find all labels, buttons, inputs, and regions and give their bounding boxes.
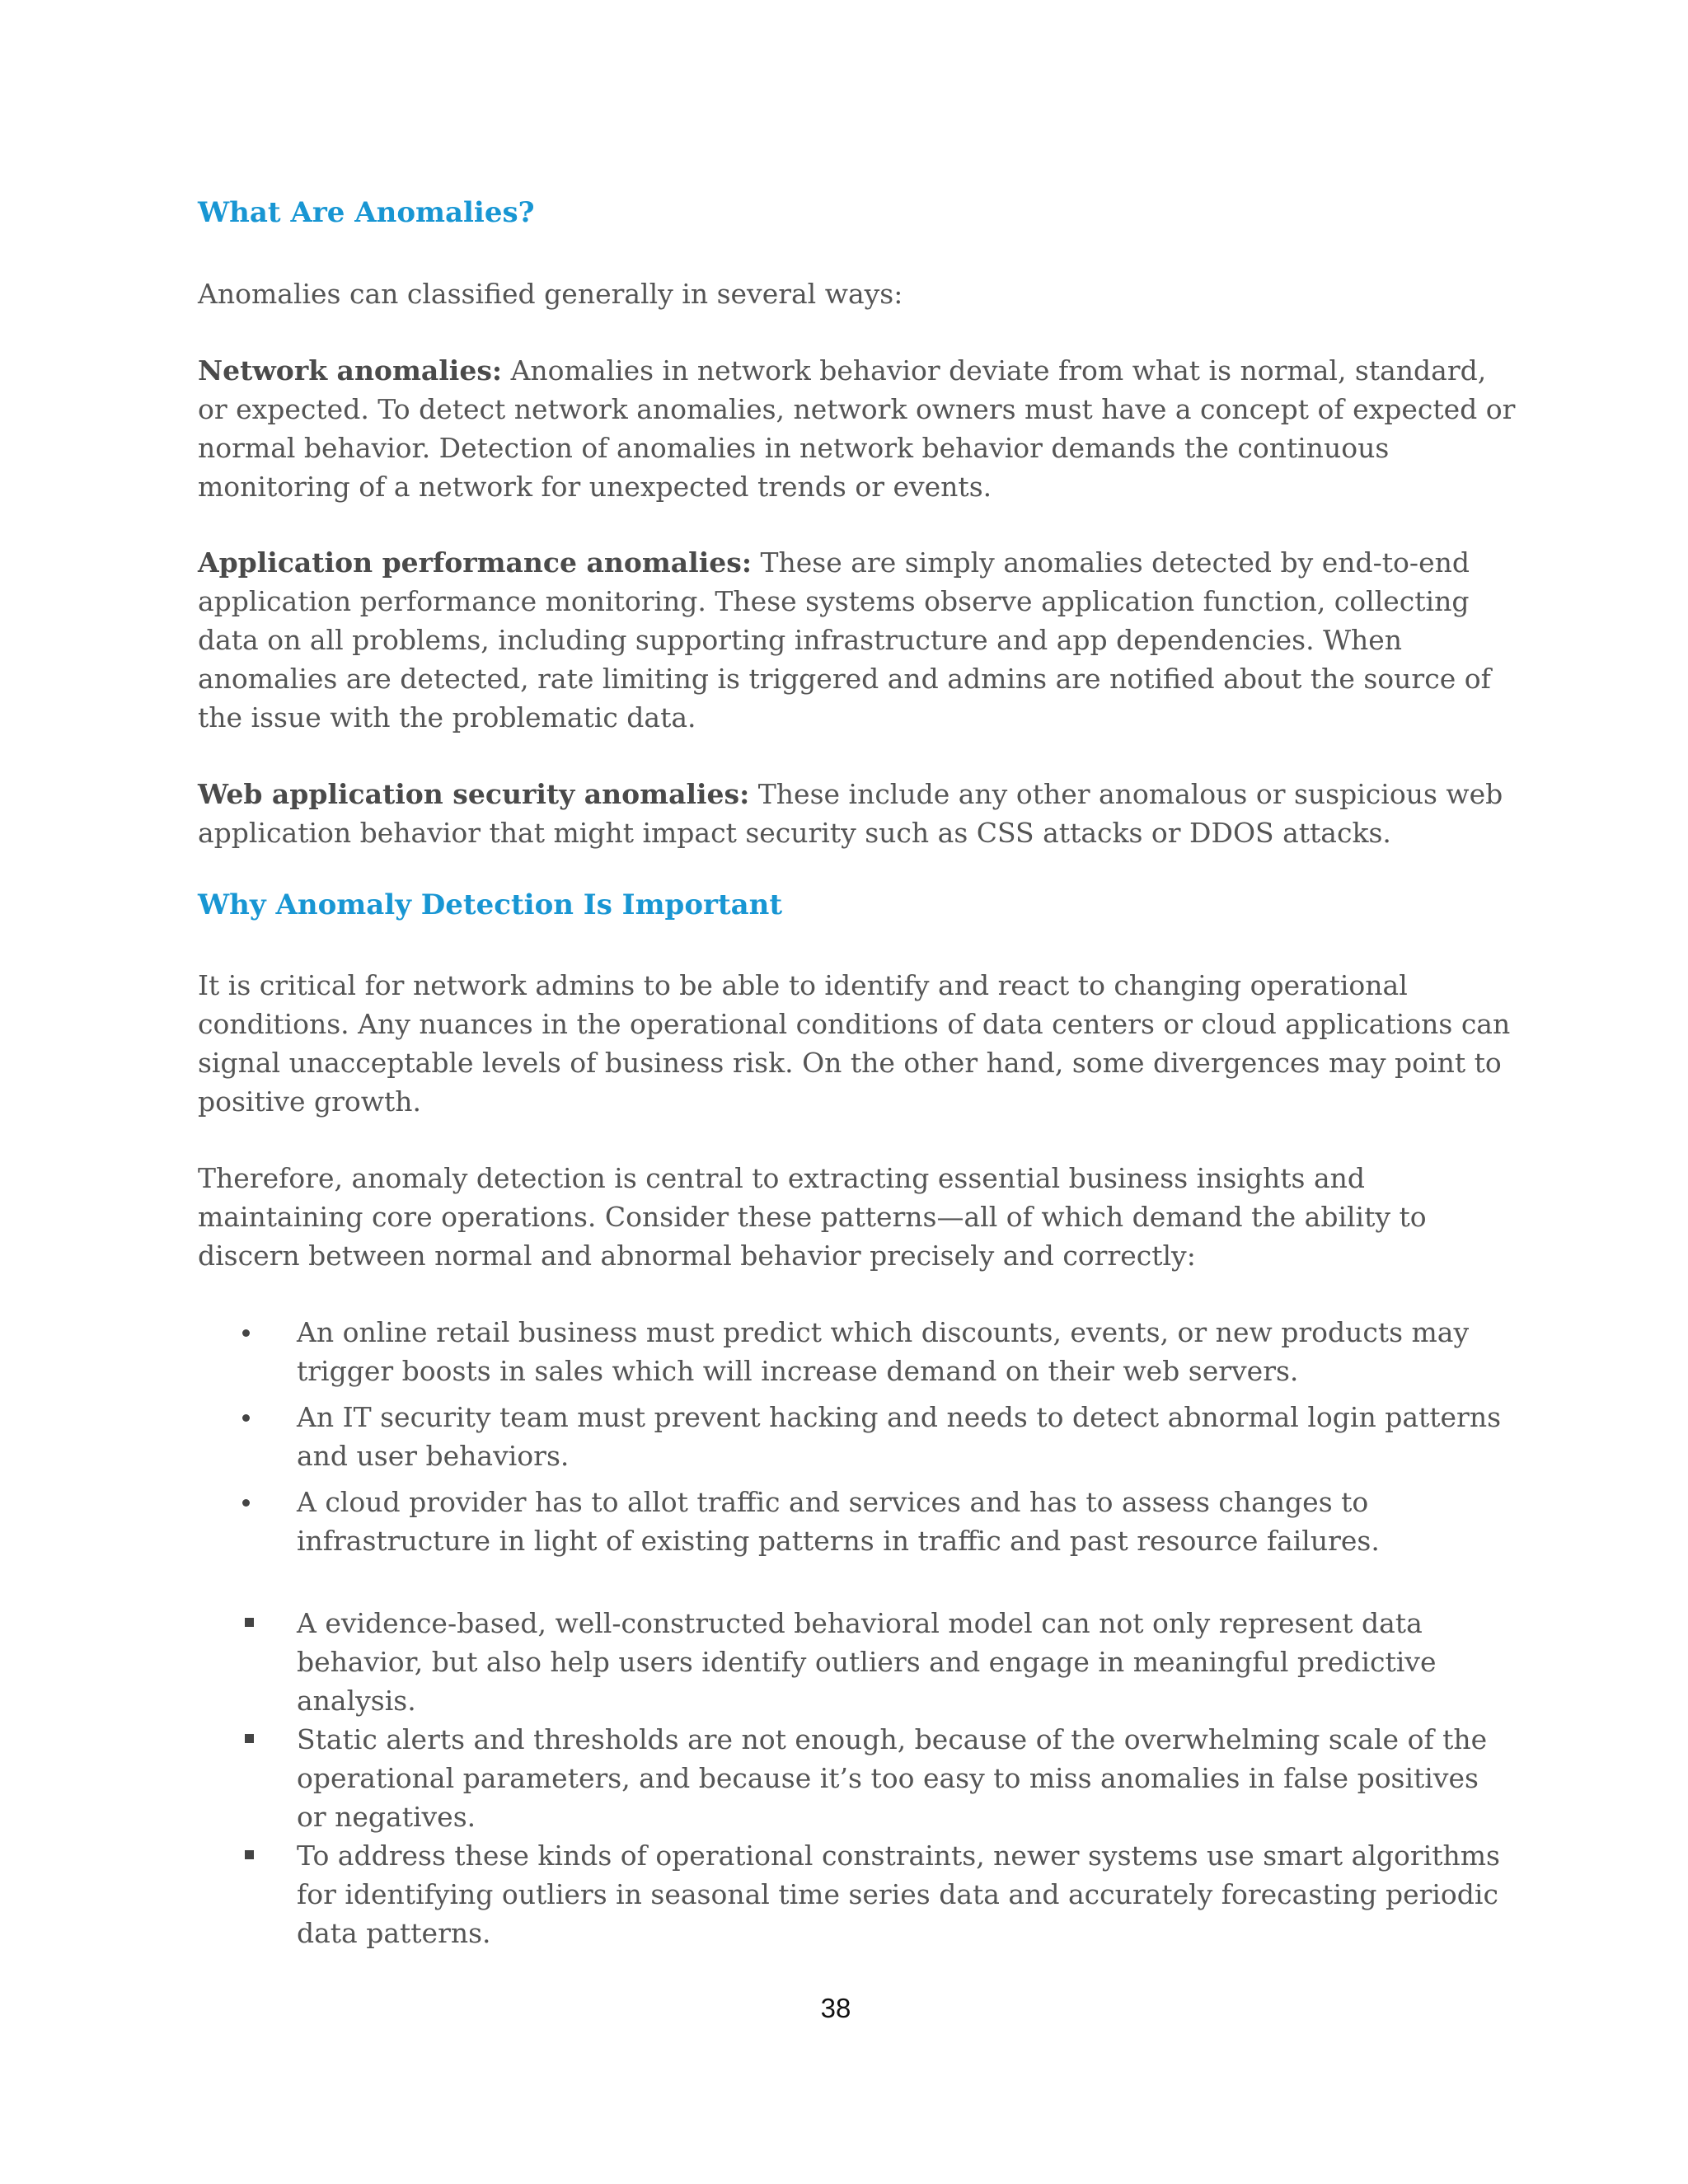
bullet-icon xyxy=(242,1499,250,1507)
network-anomalies-paragraph xyxy=(198,351,1517,506)
application-performance-paragraph xyxy=(198,543,1517,737)
square-bullet-icon xyxy=(245,1734,254,1743)
heading-why-anomaly-detection: Why Anomaly Detection Is Important xyxy=(198,888,783,921)
critical-paragraph: It is critical for network admins to be able to identify and react to changing operational conditions. Any nuances in the operational conditions of data centers or cloud applications can signal unacceptable levels of business risk. On the other hand, some divergences may point to positive growth. xyxy=(198,969,1511,1118)
patterns-bullet-list xyxy=(198,1313,1517,1568)
heading-what-are-anomalies: What Are Anomalies? xyxy=(198,196,535,229)
bullet-icon xyxy=(242,1329,250,1337)
list-item: Static alerts and thresholds are not enough, because of the overwhelming scale of the operational parameters, and because it’s too easy to miss anomalies in false positives or negatives. xyxy=(198,1720,1517,1836)
square-bullet-icon xyxy=(245,1618,254,1627)
intro-paragraph: Anomalies can classified generally in several ways: xyxy=(198,278,903,310)
list-item: An IT security team must prevent hacking and needs to detect abnormal login patterns and user behaviors. xyxy=(198,1398,1517,1475)
web-security-text: These include any other anomalous or suspicious web application behavior that might impact security such as CSS attacks or DDOS attacks. xyxy=(198,778,1503,849)
network-anomalies-term: Network anomalies: xyxy=(198,354,503,387)
therefore-paragraph: Therefore, anomaly detection is central to extracting essential business insights and maintaining core operations. Consider these patterns—all of which demand the ability to discern between normal and abnormal behavior precisely and correctly: xyxy=(198,1162,1427,1272)
page-number: 38 xyxy=(820,1993,851,2023)
square-bullet-icon xyxy=(245,1850,254,1859)
network-anomalies-text: Anomalies in network behavior deviate from what is normal, standard, or expected. To detect network anomalies, network owners must have a concept of expected or normal behavior. Detection of anomalies in network behavior demands the continuous monitoring of a network for unexpected trends or events. xyxy=(198,354,1516,503)
web-security-term: Web application security anomalies: xyxy=(198,778,750,810)
application-performance-term: Application performance anomalies: xyxy=(198,546,753,579)
list-item: A evidence-based, well-constructed behavioral model can not only represent data behavior, but also help users identify outliers and engage in meaningful predictive analysis. xyxy=(198,1604,1517,1720)
document-page xyxy=(198,0,1517,2184)
square-bullet-list xyxy=(198,1604,1517,1952)
list-item: A cloud provider has to allot traffic and services and has to assess changes to infrastructure in light of existing patterns in traffic and past resource failures. xyxy=(198,1483,1517,1560)
list-item: To address these kinds of operational constraints, newer systems use smart algorithms for identifying outliers in seasonal time series data and accurately forecasting periodic data patterns. xyxy=(198,1836,1517,1952)
list-item: An online retail business must predict which discounts, events, or new products may trigger boosts in sales which will increase demand on their web servers. xyxy=(198,1313,1517,1390)
bullet-icon xyxy=(242,1414,250,1422)
web-security-paragraph xyxy=(198,775,1517,852)
application-performance-text: These are simply anomalies detected by end-to-end application performance monitoring. These systems observe application function, collecting data on all problems, including supporting infrastructure and app dependencies. When anomalies are detected, rate limiting is triggered and admins are notified about the source of the issue with the problematic data. xyxy=(198,546,1491,733)
